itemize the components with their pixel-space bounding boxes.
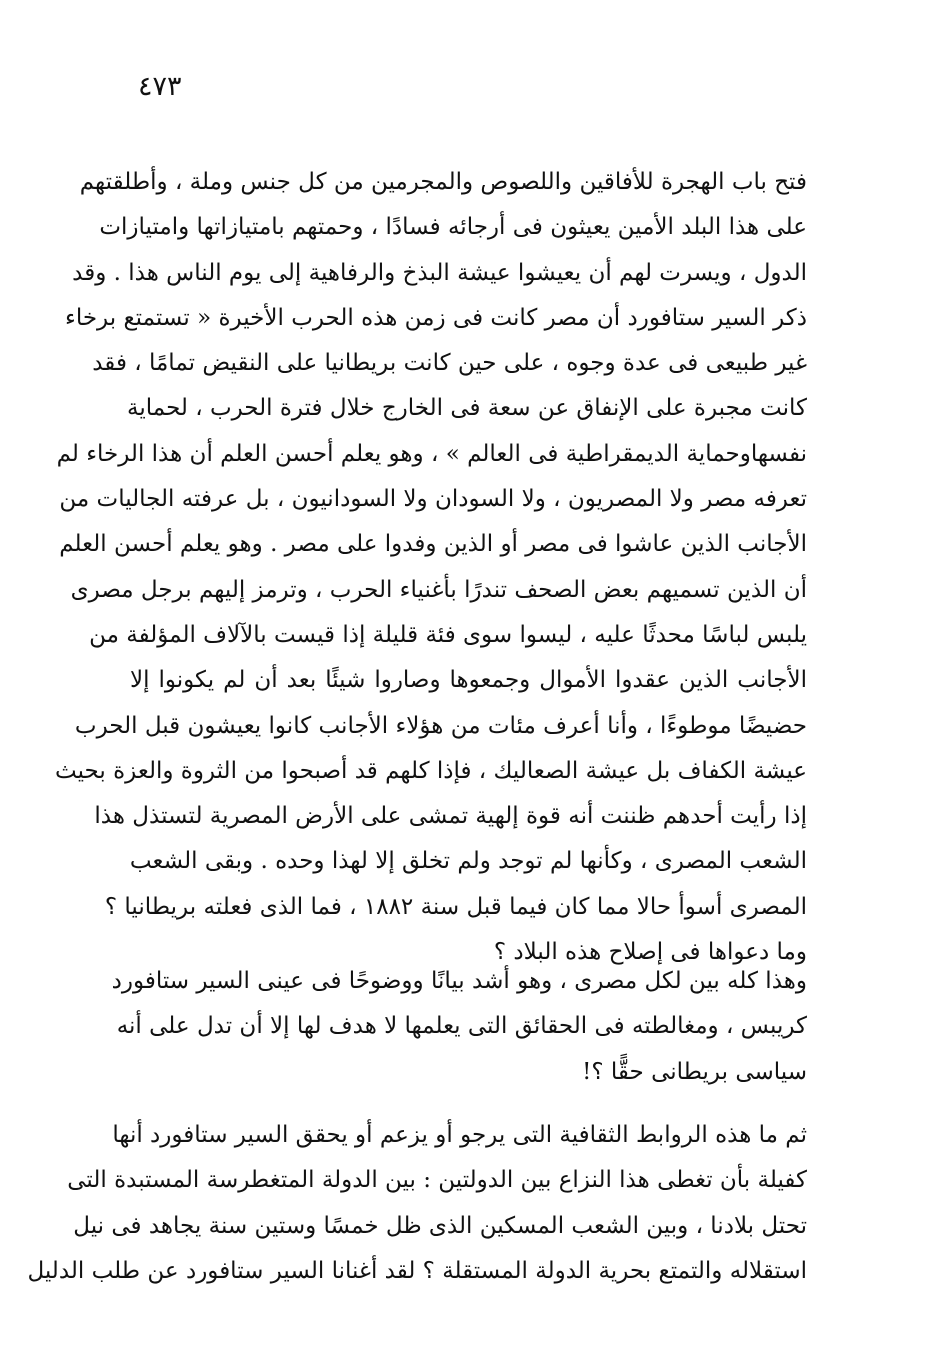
text-line: ثم ما هذه الروابط الثقافية التى يرجو أو يزعم أو يحقق السير ستافورد أنها <box>112 1122 807 1148</box>
text-line: تحتل بلادنا ، وبين الشعب المسكين الذى ظل خمسًا وستين سنة يجاهد فى نيل <box>73 1212 807 1239</box>
text-line: غير طبيعى فى عدة وجوه ، على حين كانت بريطانيا على النقيض تمامًا ، فقد <box>92 350 807 377</box>
text-line: يلبس لباسًا محدثًا عليه ، ليسوا سوى فئة قليلة إذا قيست بالآلاف المؤلفة من <box>89 621 807 648</box>
text-line: ذكر السير ستافورد أن مصر كانت فى زمن هذه الحرب الأخيرة « تستمتع برخاء <box>65 304 807 331</box>
text-line: وما دعواها فى إصلاح هذه البلاد ؟ <box>493 939 807 966</box>
text-line: سياسى بريطانى حقًّا ؟! <box>582 1058 807 1085</box>
paragraph-2 <box>111 959 807 1095</box>
text-line: نفسهاوحماية الديمقراطية فى العالم » ، وهو يعلم أحسن العلم أن هذا الرخاء لم <box>56 440 807 467</box>
paragraph-3 <box>27 1113 807 1294</box>
text-line: فتح باب الهجرة للأفاقين واللصوص والمجرمين من كل جنس وملة ، وأطلقتهم <box>79 169 807 195</box>
text-line: الشعب المصرى ، وكأنها لم توجد ولم تخلق إلا لهذا وحده . وبقى الشعب <box>129 848 807 875</box>
text-line: استقلاله والتمتع بحرية الدولة المستقلة ؟ لقد أغنانا السير ستافورد عن طلب الدليل <box>27 1257 807 1284</box>
text-line: إذا رأيت أحدهم ظننت أنه قوة إلهية تمشى على الأرض المصرية لتستذل هذا <box>94 803 807 830</box>
text-line: الأجانب الذين عاشوا فى مصر أو الذين وفدوا على مصر . وهو يعلم أحسن العلم <box>59 531 807 558</box>
text-line: وهذا كله بين لكل مصرى ، وهو أشد بيانًا ووضوحًا فى عينى السير ستافورد <box>111 968 807 994</box>
text-line: كريبس ، ومغالطته فى الحقائق التى يعلمها لا هدف لها إلا أن تدل على أنه <box>116 1013 807 1040</box>
text-line: كانت مجبرة على الإنفاق عن سعة فى الخارج خلال فترة الحرب ، لحماية <box>127 395 807 422</box>
text-line: تعرفه مصر ولا المصريون ، ولا السودان ولا السودانيون ، بل عرفته الجاليات من <box>59 486 807 513</box>
text-line: على هذا البلد الأمين يعيثون فى أرجائه فسادًا ، وحمتهم بامتيازاتها وامتيازات <box>99 214 807 241</box>
paragraph-1 <box>55 160 807 975</box>
text-line: عيشة الكفاف بل عيشة الصعاليك ، فإذا كلهم قد أصبحوا من الثروة والعزة بحيث <box>55 757 807 784</box>
text-line: أن الذين تسميهم بعض الصحف تندرًا بأغنياء الحرب ، وترمز إليهم برجل مصرى <box>70 576 807 603</box>
text-line: المصرى أسوأ حالا مما كان فيما قبل سنة ١٨٨٢ ، فما الذى فعلته بريطانيا ؟ <box>104 893 807 920</box>
text-line: الأجانب الذين عقدوا الأموال وجمعوها وصاروا شيئًا بعد أن لم يكونوا إلا <box>130 667 807 694</box>
text-line: كفيلة بأن تغطى هذا النزاع بين الدولتين : بين الدولة المتغطرسة المستبدة التى <box>67 1167 807 1194</box>
page-number: ٤٧٣ <box>138 71 182 102</box>
text-line: الدول ، ويسرت لهم أن يعيشوا عيشة البذخ والرفاهية إلى يوم الناس هذا . وقد <box>72 259 807 286</box>
text-line: حضيضًا موطوءًا ، وأنا أعرف مئات من هؤلاء الأجانب كانوا يعيشون قبل الحرب <box>74 712 807 739</box>
